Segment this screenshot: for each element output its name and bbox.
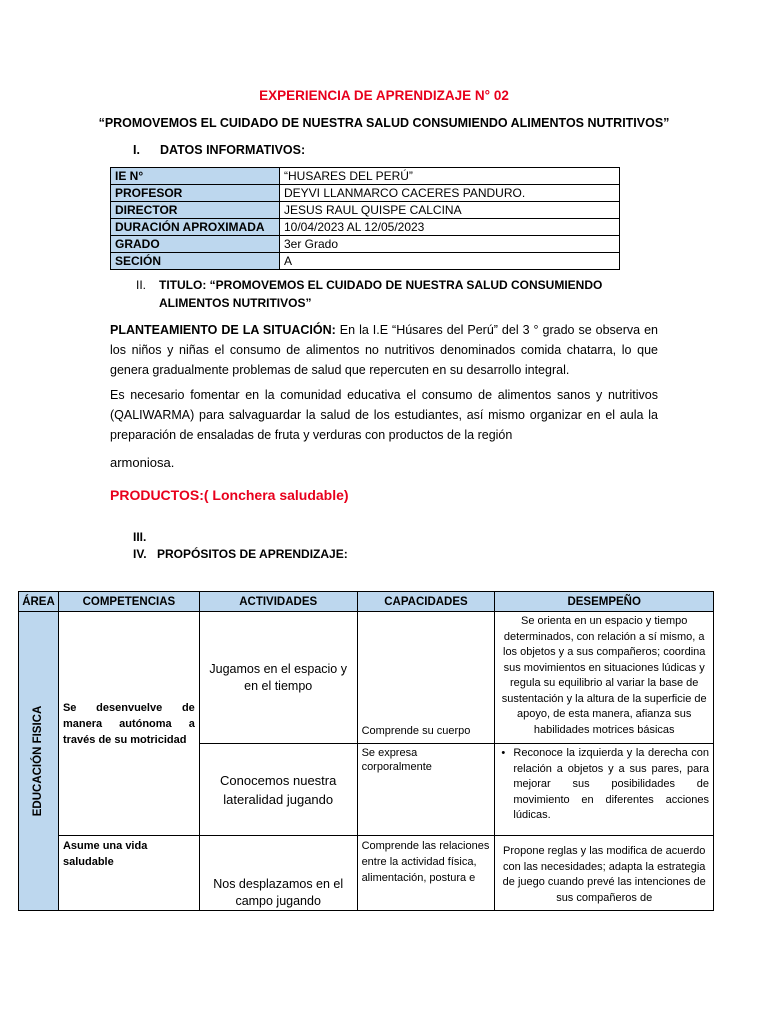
info-key: SECIÓN	[111, 253, 280, 270]
info-row	[111, 253, 620, 270]
competency-2: Asume una vida saludable	[58, 836, 199, 911]
info-key: GRADO	[111, 236, 280, 253]
info-row	[111, 219, 620, 236]
info-key: DURACIÓN APROXIMADA	[111, 219, 280, 236]
section-2-title-line2: ALIMENTOS NUTRITIVOS”	[159, 296, 312, 310]
info-value: JESUS RAUL QUISPE CALCINA	[280, 202, 620, 219]
section-3-number: III.	[133, 530, 147, 544]
section-2-title-line1: TITULO: “PROMOVEMOS EL CUIDADO DE NUESTRA SALUD CONSUMIENDO	[159, 278, 603, 292]
info-value: A	[280, 253, 620, 270]
header-competencias: COMPETENCIAS	[58, 592, 199, 612]
info-value: DEYVI LLANMARCO CACERES PANDURO.	[280, 185, 620, 202]
info-row	[111, 168, 620, 185]
header-area: ÁREA	[19, 592, 59, 612]
info-key: PROFESOR	[111, 185, 280, 202]
section-1-number: I.	[133, 143, 140, 157]
section-4-heading: PROPÓSITOS DE APRENDIZAJE:	[157, 547, 348, 561]
area-cell	[19, 612, 59, 911]
section-2-number: II.	[136, 278, 147, 292]
situation-paragraph	[110, 320, 658, 380]
capacity-3: Comprende las relaciones entre la actividad física, alimentación, postura e	[357, 836, 495, 911]
capacity-2: Se expresa corporalmente	[357, 744, 495, 836]
productos-heading: PRODUCTOS:( Lonchera saludable)	[110, 487, 349, 503]
section-1-heading: DATOS INFORMATIVOS:	[160, 143, 306, 157]
info-value: 10/04/2023 AL 12/05/2023	[280, 219, 620, 236]
header-desempeno: DESEMPEÑO	[495, 592, 714, 612]
info-value: 3er Grado	[280, 236, 620, 253]
document-subtitle: “PROMOVEMOS EL CUIDADO DE NUESTRA SALUD CONSUMIENDO ALIMENTOS NUTRITIVOS”	[98, 116, 670, 130]
section-4-number: IV.	[133, 547, 147, 561]
performance-2-cell	[495, 744, 714, 836]
necessity-paragraph: Es necesario fomentar en la comunidad educativa el consumo de alimentos sanos y nutritivos (QALIWARMA) para salvaguardar la salud de los estudiantes, así mismo organizar en el aula la preparación de ensaladas de fruta y verduras con productos de la región	[110, 388, 658, 442]
document-title: EXPERIENCIA DE APRENDIZAJE N° 02	[259, 88, 509, 103]
area-label: EDUCACIÓN FISICA	[32, 705, 45, 817]
situation-text: En la I.E “Húsares del Perú” del 3 ° grado se observa en los niños y niñas el consumo de alimentos no nutritivos denominados comida chatarra, lo que genera gradualmente problemas de salud que repercuten en su desarrollo integral.	[110, 323, 658, 377]
performance-3: Propone reglas y las modifica de acuerdo con las necesidades; adapta la estrategia de juego cuando prevé las intenciones de sus compañeros de	[495, 836, 714, 911]
armoniosa-text: armoniosa.	[110, 455, 175, 470]
situation-label: PLANTEAMIENTO DE LA SITUACIÓN:	[110, 323, 336, 337]
info-row	[111, 185, 620, 202]
info-row	[111, 202, 620, 219]
table-row	[19, 836, 714, 911]
capacity-1: Comprende su cuerpo	[357, 612, 495, 744]
activity-2: Conocemos nuestra lateralidad jugando	[199, 744, 357, 836]
competency-1: Se desenvuelve de manera autónoma a través de su motricidad	[58, 612, 199, 836]
info-key: DIRECTOR	[111, 202, 280, 219]
activity-1: Jugamos en el espacio y en el tiempo	[199, 612, 357, 744]
info-row	[111, 236, 620, 253]
performance-1: Se orienta en un espacio y tiempo determinados, con relación a sí mismo, a los objetos y a sus compañeros; coordina sus movimientos en situaciones lúdicas y regula su equilibrio al variar la base de sustentación y la altura de la superficie de apoyo, de esta manera, afianza sus habilidades motrices básicas	[495, 612, 714, 744]
info-value: “HUSARES DEL PERÚ”	[280, 168, 620, 185]
info-table	[110, 167, 620, 270]
performance-2: • Reconoce la izquierda y la derecha con relación a objetos y a sus pares, para mejorar sus posibilidades de movimiento en diferentes acciones lúdicas.	[499, 746, 709, 824]
purposes-table	[18, 591, 714, 911]
table-row	[19, 612, 714, 744]
header-capacidades: CAPACIDADES	[357, 592, 495, 612]
activity-3: Nos desplazamos en el campo jugando	[199, 836, 357, 911]
info-key: IE N°	[111, 168, 280, 185]
header-actividades: ACTIVIDADES	[199, 592, 357, 612]
